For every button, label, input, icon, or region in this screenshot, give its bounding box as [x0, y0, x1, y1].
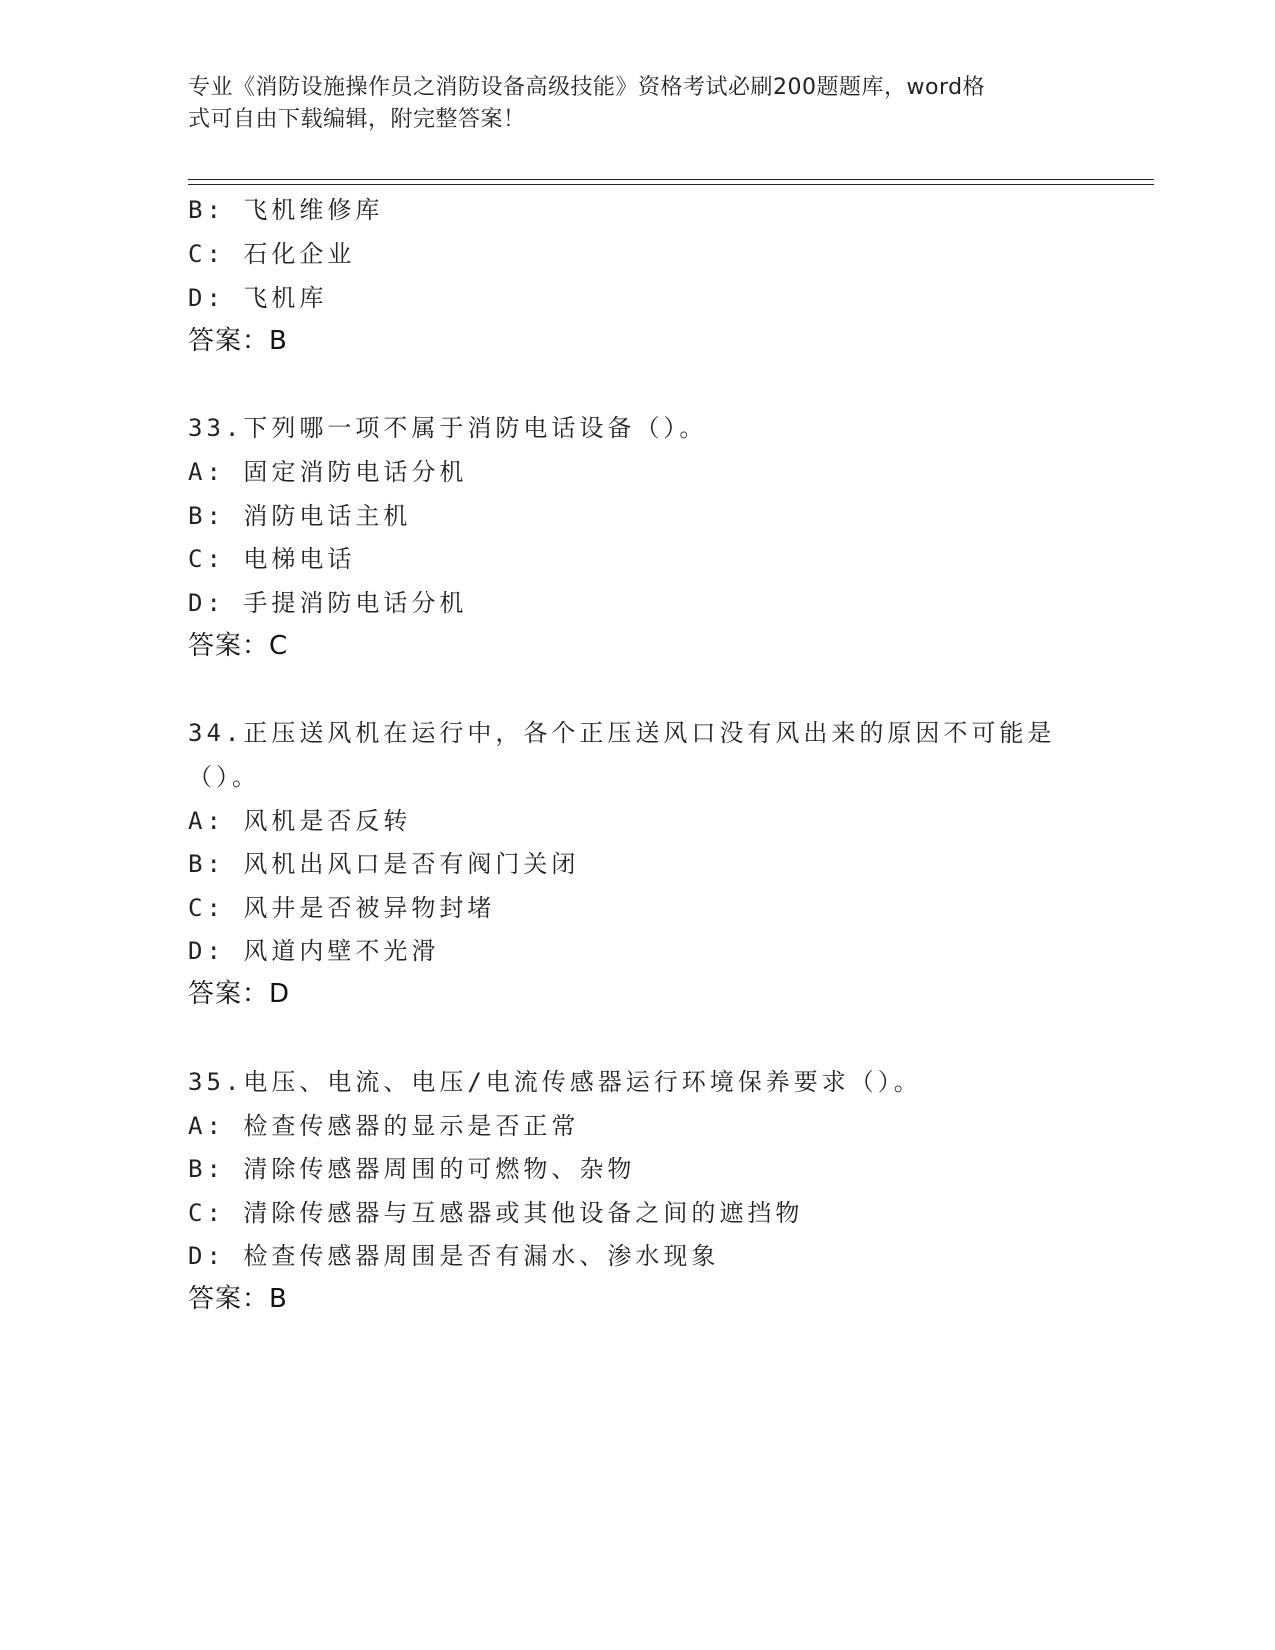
header-divider-top [188, 179, 1154, 180]
q34-option-b: B: 风机出风口是否有阀门关闭 [188, 850, 580, 878]
q35-option-d: D: 检查传感器周围是否有漏水、渗水现象 [188, 1242, 720, 1270]
document-header [188, 72, 1088, 136]
q35-option-b: B: 清除传感器周围的可燃物、杂物 [188, 1155, 636, 1183]
q34-question-line-2: （）。 [188, 763, 260, 791]
q33-option-b: B: 消防电话主机 [188, 502, 412, 530]
q32-option-b: B: 飞机维修库 [188, 196, 384, 224]
q33-option-a: A: 固定消防电话分机 [188, 458, 468, 486]
q32-option-c: C: 石化企业 [188, 240, 356, 268]
q35-option-c: C: 清除传感器与互感器或其他设备之间的遮挡物 [188, 1199, 804, 1227]
q35-option-a: A: 检查传感器的显示是否正常 [188, 1112, 580, 1140]
q34-option-c: C: 风井是否被异物封堵 [188, 894, 496, 922]
q33-option-c: C: 电梯电话 [188, 545, 356, 573]
q33-option-d: D: 手提消防电话分机 [188, 589, 468, 617]
header-line-2: 式可自由下载编辑，附完整答案！ [188, 107, 526, 132]
q32-option-d: D: 飞机库 [188, 284, 328, 312]
q34-question-line-1: 34.正压送风机在运行中，各个正压送风口没有风出来的原因不可能是 [188, 719, 1056, 747]
q34-answer: 答案：D [188, 979, 291, 1009]
q33-answer: 答案：C [188, 631, 289, 661]
header-line-1: 专业《消防设施操作员之消防设备高级技能》资格考试必刷200题题库，word格 [188, 75, 986, 100]
q35-answer: 答案：B [188, 1284, 288, 1314]
q34-option-a: A: 风机是否反转 [188, 807, 412, 835]
q35-question: 35.电压、电流、电压/电流传感器运行环境保养要求（）。 [188, 1068, 922, 1096]
q34-option-d: D: 风道内壁不光滑 [188, 937, 440, 965]
header-divider-bottom [188, 184, 1154, 185]
q32-answer: 答案：B [188, 326, 288, 356]
q33-question: 33.下列哪一项不属于消防电话设备（）。 [188, 414, 708, 442]
